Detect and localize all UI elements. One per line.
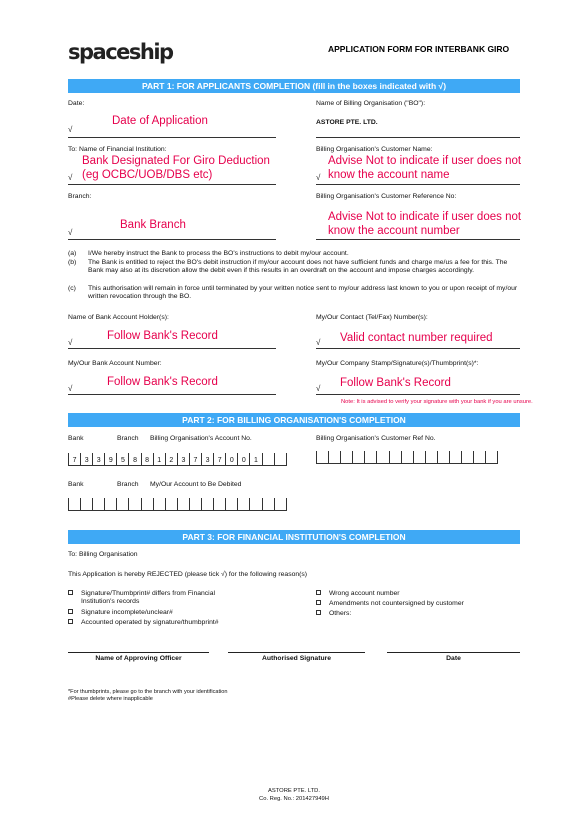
holder-hint: Follow Bank's Record	[107, 330, 218, 342]
account-no-label: My/Our Bank Account Number:	[68, 360, 162, 367]
holder-label: Name of Bank Account Holder(s):	[68, 314, 169, 321]
account-digit-box[interactable]	[275, 453, 287, 465]
holder-field[interactable]	[68, 348, 276, 349]
ref-box[interactable]	[329, 451, 341, 463]
checkbox-icon[interactable]	[316, 600, 321, 605]
ref-box[interactable]	[317, 451, 329, 463]
account-digit-box[interactable]	[263, 453, 275, 465]
ref-box[interactable]	[450, 451, 462, 463]
debit-box[interactable]	[129, 498, 141, 510]
fi-hint-line2: (eg OCBC/UOB/DBS etc)	[82, 169, 213, 181]
fi-check-mark: √	[68, 173, 73, 182]
account-digit-box[interactable]: 7	[214, 453, 226, 465]
part3-heading: PART 3: FOR FINANCIAL INSTITUTION'S COMPLETION	[68, 530, 520, 544]
account-no-field[interactable]	[68, 394, 276, 395]
branch-check-mark: √	[68, 228, 73, 237]
customer-ref-field[interactable]	[316, 239, 520, 240]
stamp-check-mark: √	[316, 384, 321, 393]
debit-box[interactable]	[190, 498, 202, 510]
debit-box[interactable]	[275, 498, 287, 510]
debit-box[interactable]	[142, 498, 154, 510]
reason-wrong-account[interactable]	[316, 590, 400, 598]
debited-account-boxes[interactable]	[68, 498, 287, 511]
account-digit-box[interactable]: 2	[166, 453, 178, 465]
signature-note: Note: It is advised to verify your signature with your bank if you are unsure.	[341, 399, 533, 405]
account-digit-box[interactable]: 1	[154, 453, 166, 465]
account-digit-box[interactable]: 8	[142, 453, 154, 465]
ref-box[interactable]	[390, 451, 402, 463]
customer-ref-hint-line2: know the account number	[328, 225, 460, 237]
fi-hint-line1: Bank Designated For Giro Deduction	[82, 155, 270, 167]
ref-box[interactable]	[353, 451, 365, 463]
debit-box[interactable]	[117, 498, 129, 510]
stamp-field[interactable]	[316, 394, 520, 395]
account-digit-box[interactable]: 3	[93, 453, 105, 465]
reason-signature-incomplete[interactable]	[68, 609, 173, 617]
reason-text: Signature/Thumbprint# differs from Financial	[81, 590, 215, 597]
account-no-hint: Follow Bank's Record	[107, 376, 218, 388]
account-digit-box[interactable]: 0	[238, 453, 250, 465]
term-c-num: (c)	[68, 285, 76, 292]
spaceship-logo: spaceship	[68, 40, 173, 64]
rejected-text: This Application is hereby REJECTED (please tick √) for the following reason(s)	[68, 571, 308, 578]
account-digit-box[interactable]: 0	[226, 453, 238, 465]
account-digit-box[interactable]: 3	[202, 453, 214, 465]
reason-text: Signature incomplete/unclear#	[81, 609, 173, 616]
form-title: APPLICATION FORM FOR INTERBANK GIRO	[328, 44, 510, 54]
reason-text: Amendments not countersigned by customer	[329, 600, 464, 607]
account-digit-box[interactable]: 9	[105, 453, 117, 465]
debit-box[interactable]	[166, 498, 178, 510]
debit-box[interactable]	[81, 498, 93, 510]
debit-box[interactable]	[69, 498, 81, 510]
term-a-num: (a)	[68, 250, 77, 257]
account-digit-box[interactable]: 3	[81, 453, 93, 465]
date-sign-line[interactable]	[387, 652, 520, 653]
part2-bank-label: Bank	[68, 435, 84, 442]
stamp-hint: Follow Bank's Record	[340, 377, 451, 389]
to-billing-label: To: Billing Organisation	[68, 551, 138, 558]
term-c-text: This authorisation will remain in force until terminated by your written notice sent to my/our address last known to you or upon receipt of my/our written revocation through the BO.	[88, 285, 518, 301]
checkbox-icon[interactable]	[68, 609, 73, 614]
bo-customer-ref-boxes[interactable]	[316, 451, 498, 464]
date-sign-label: Date	[446, 655, 461, 662]
fi-label: To: Name of Financial Institution:	[68, 146, 167, 153]
bo-account-label: Billing Organisation's Account No.	[150, 435, 252, 442]
checkbox-icon[interactable]	[68, 619, 73, 624]
debit-box[interactable]	[250, 498, 262, 510]
account-digit-box[interactable]: 7	[69, 453, 81, 465]
approving-officer-line[interactable]	[68, 652, 209, 653]
reason-amendments[interactable]	[316, 600, 464, 608]
ref-box[interactable]	[414, 451, 426, 463]
customer-ref-label: Billing Organisation's Customer Reference No:	[316, 193, 457, 200]
part2-bank-label-2: Bank	[68, 481, 84, 488]
ref-box[interactable]	[438, 451, 450, 463]
fi-field[interactable]	[68, 184, 276, 185]
reason-text: Accounted operated by signature/thumbprint#	[81, 619, 219, 626]
customer-ref-hint-line1: Advise Not to indicate if user does not	[328, 211, 522, 223]
account-digit-box[interactable]: 1	[250, 453, 262, 465]
contact-field[interactable]	[316, 348, 520, 349]
ref-box[interactable]	[426, 451, 438, 463]
part2-heading: PART 2: FOR BILLING ORGANISATION'S COMPLETION	[68, 413, 520, 427]
reason-text: Wrong account number	[329, 590, 400, 597]
part2-branch-label-2: Branch	[117, 481, 139, 488]
ref-box[interactable]	[377, 451, 389, 463]
account-no-check-mark: √	[68, 384, 73, 393]
bo-name-value: ASTORE PTE. LTD.	[316, 119, 378, 126]
term-a-text: I/We hereby instruct the Bank to process the BO's instructions to debit my/our account.	[88, 250, 349, 257]
account-digit-box[interactable]: 5	[117, 453, 129, 465]
debited-label: My/Our Account to Be Debited	[150, 481, 242, 488]
account-digit-box[interactable]: 8	[129, 453, 141, 465]
customer-name-hint-line2: know the account name	[328, 169, 450, 181]
ref-box[interactable]	[341, 451, 353, 463]
customer-name-label: Billing Organisation's Customer Name:	[316, 146, 433, 153]
reason-signature-differs[interactable]	[68, 590, 215, 607]
reason-account-operated[interactable]	[68, 619, 219, 627]
debit-box[interactable]	[202, 498, 214, 510]
date-hint: Date of Application	[112, 115, 208, 127]
contact-check-mark: √	[316, 338, 321, 347]
debit-box[interactable]	[238, 498, 250, 510]
ref-box[interactable]	[402, 451, 414, 463]
bo-name-line	[316, 137, 520, 138]
debit-box[interactable]	[214, 498, 226, 510]
debit-box[interactable]	[178, 498, 190, 510]
ref-box[interactable]	[365, 451, 377, 463]
branch-hint: Bank Branch	[120, 219, 186, 231]
branch-field[interactable]	[68, 239, 276, 240]
customer-name-hint-line1: Advise Not to indicate if user does not	[328, 155, 522, 167]
authorised-signature-line[interactable]	[228, 652, 365, 653]
ref-box[interactable]	[486, 451, 498, 463]
date-label: Date:	[68, 100, 85, 107]
debit-box[interactable]	[226, 498, 238, 510]
checkbox-icon[interactable]	[316, 590, 321, 595]
part2-branch-label: Branch	[117, 435, 139, 442]
reason-others[interactable]	[316, 610, 351, 618]
term-b-text: The Bank is entitled to reject the BO's debit instruction if my/our account does not have sufficient funds and charge me/us a fee for this. The Bank may also at its discretion allow the debit even if this results in an overdraft on the account and impose charges accordingly.	[88, 259, 508, 275]
ref-box[interactable]	[474, 451, 486, 463]
account-digit-box[interactable]: 3	[178, 453, 190, 465]
date-field[interactable]	[68, 137, 276, 138]
account-digit-box[interactable]: 7	[190, 453, 202, 465]
approving-officer-label: Name of Approving Officer	[95, 655, 182, 662]
holder-check-mark: √	[68, 338, 73, 347]
reason-text-cont: Institution's records	[81, 598, 140, 606]
bo-account-boxes[interactable]	[68, 453, 287, 466]
checkbox-icon[interactable]	[316, 610, 321, 615]
contact-label: My/Our Contact (Tel/Fax) Number(s):	[316, 314, 428, 321]
debit-box[interactable]	[105, 498, 117, 510]
debit-box[interactable]	[154, 498, 166, 510]
terms-block	[68, 250, 520, 310]
footer-company: ASTORE PTE. LTD.	[268, 788, 320, 794]
authorised-signature-label: Authorised Signature	[261, 655, 332, 662]
bo-name-label: Name of Billing Organisation ("BO"):	[316, 100, 426, 107]
reason-text: Others:	[329, 610, 352, 617]
checkbox-icon[interactable]	[68, 590, 73, 595]
thumbprint-note: *For thumbprints, please go to the branch with your identification	[68, 689, 228, 695]
delete-note: #Please delete where inapplicable	[68, 696, 153, 702]
date-check-mark: √	[68, 125, 73, 134]
branch-label: Branch:	[68, 193, 92, 200]
customer-name-field[interactable]	[316, 184, 520, 185]
contact-hint: Valid contact number required	[340, 332, 493, 344]
debit-box[interactable]	[93, 498, 105, 510]
customer-name-check-mark: √	[316, 173, 321, 182]
term-b-num: (b)	[68, 259, 77, 266]
debit-box[interactable]	[263, 498, 275, 510]
footer-reg-no: Co. Reg. No.: 201427949H	[259, 796, 329, 802]
part1-heading: PART 1: FOR APPLICANTS COMPLETION (fill in the boxes indicated with √)	[68, 79, 520, 93]
bo-customer-ref-label: Billing Organisation's Customer Ref No.	[316, 435, 436, 442]
stamp-label: My/Our Company Stamp/Signature(s)/Thumbprint(s)*:	[316, 360, 479, 367]
ref-box[interactable]	[462, 451, 474, 463]
